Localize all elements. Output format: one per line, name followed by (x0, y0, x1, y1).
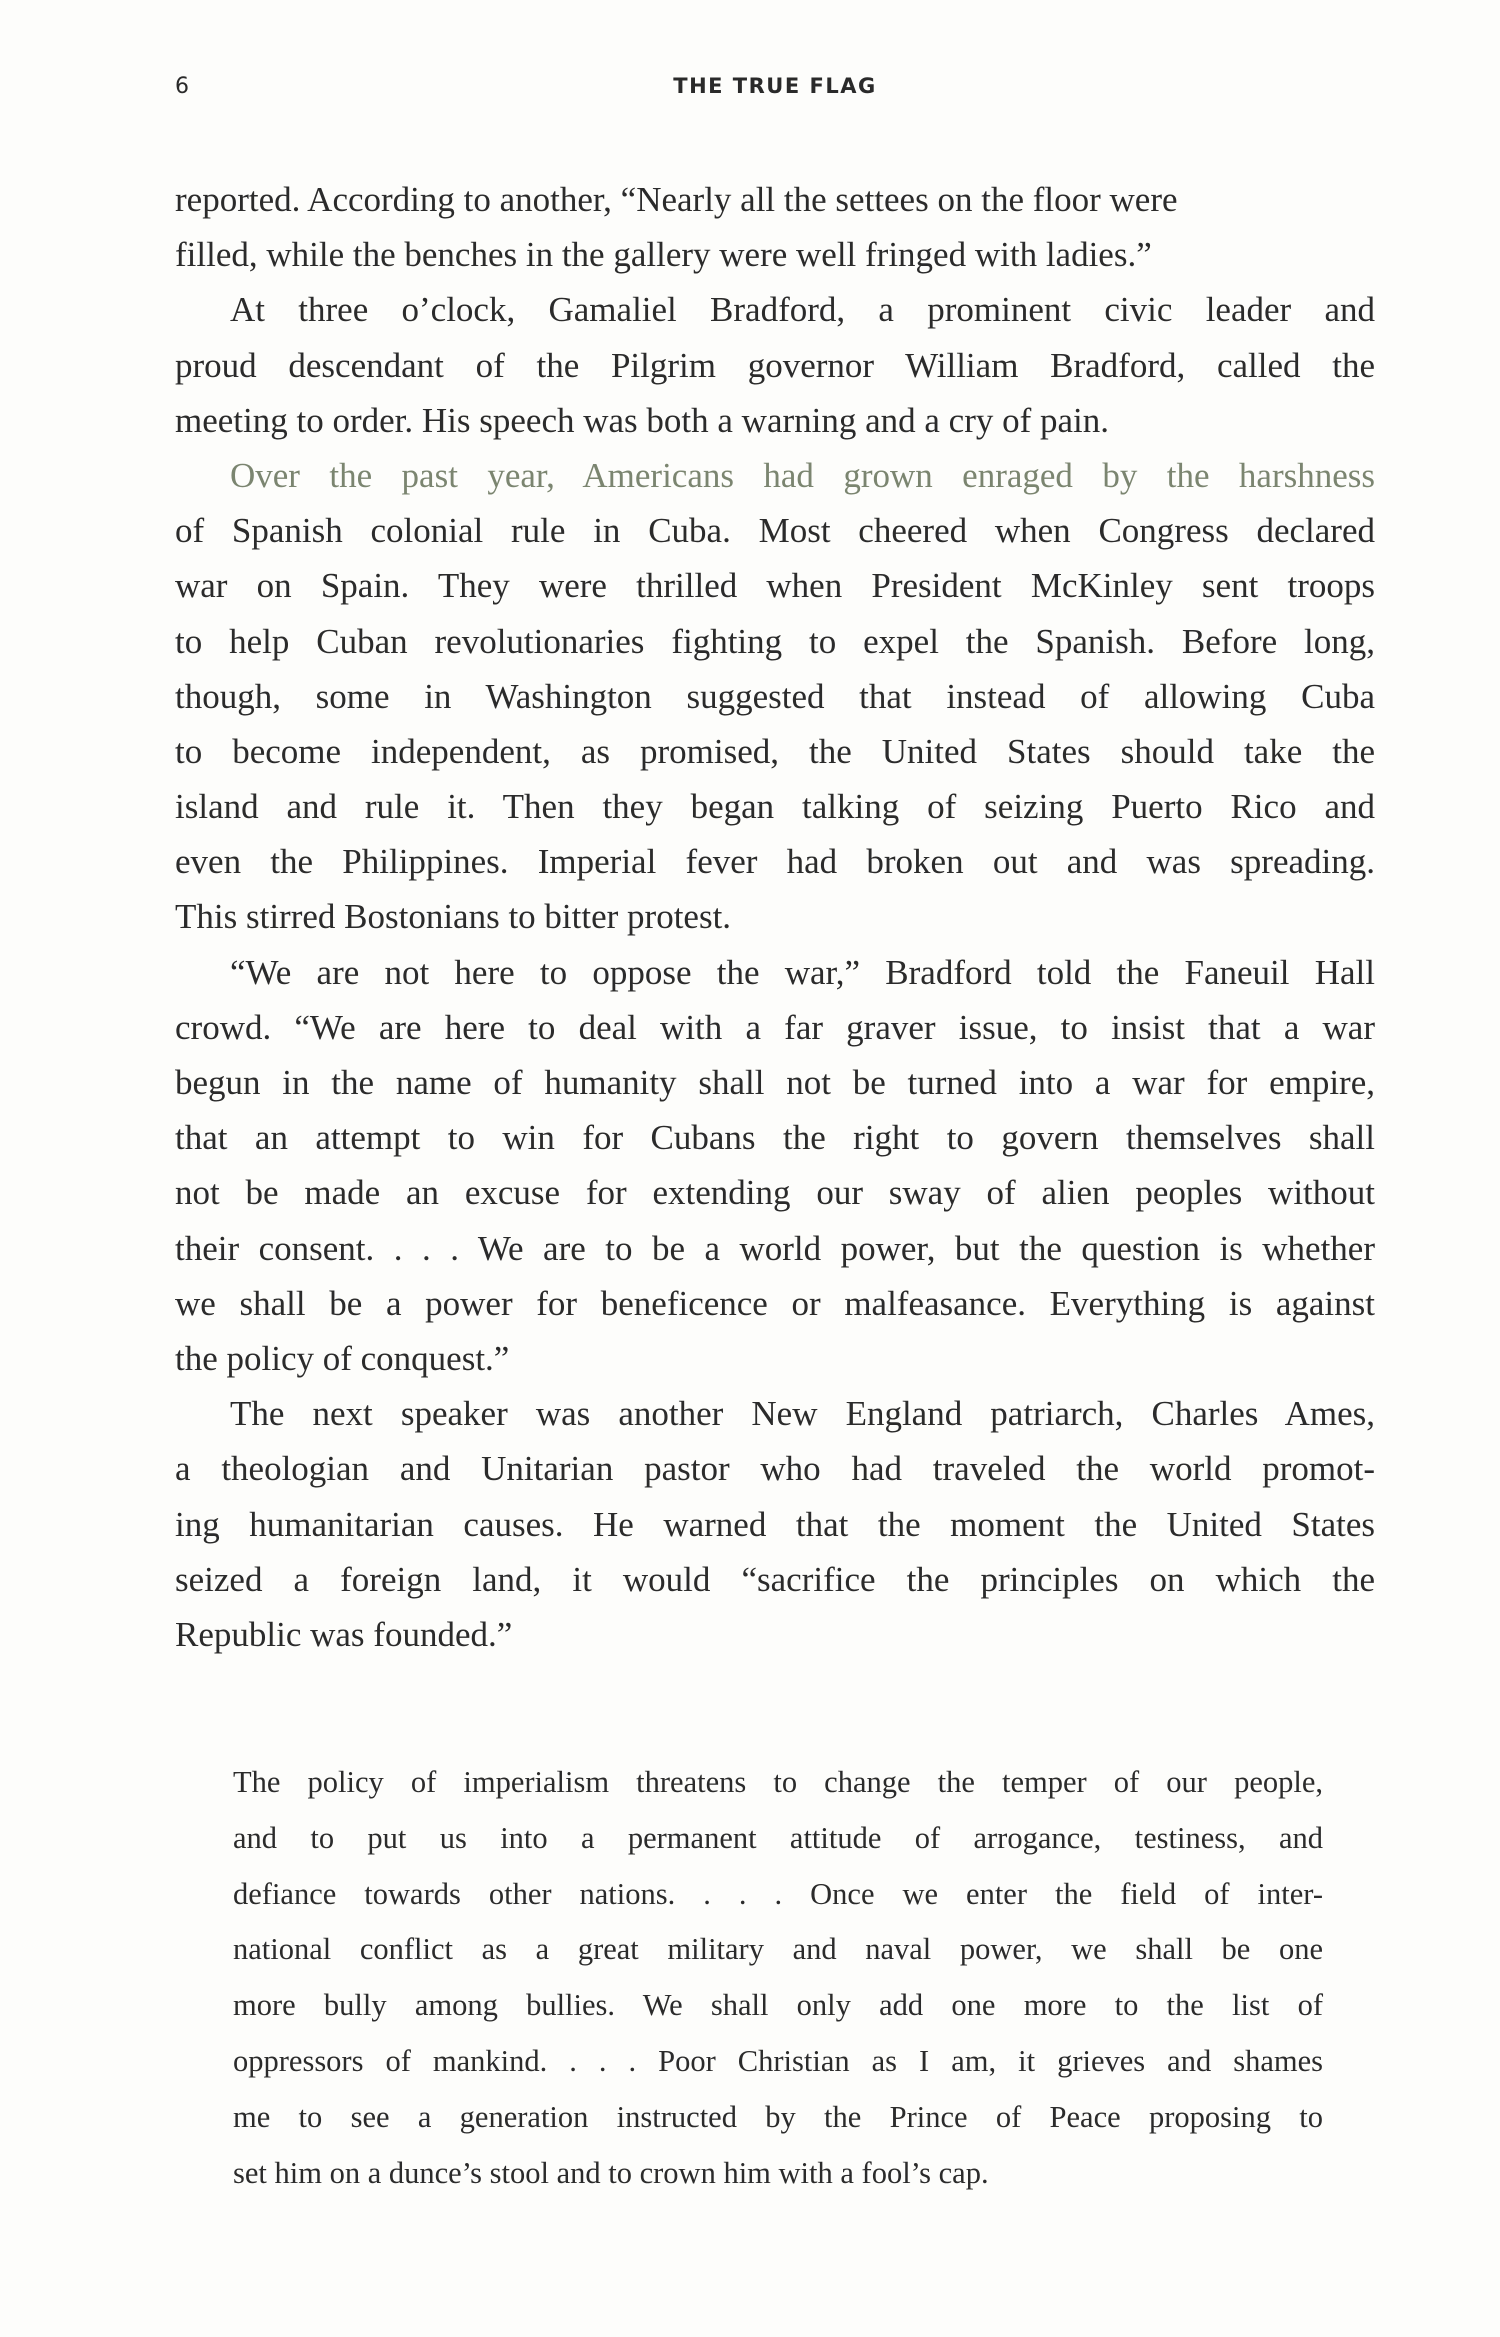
quote-line: oppressors of mankind. . . . Poor Christian as I am, it grieves and shames (233, 2043, 1323, 2078)
body-line: to help Cuban revolutionaries fighting to expel the Spanish. Before long, (175, 621, 1375, 661)
body-line: seized a foreign land, it would “sacrifice the principles on which the (175, 1559, 1375, 1599)
body-text (175, 172, 1375, 1662)
body-line: meeting to order. His speech was both a warning and a cry of pain. (175, 400, 1110, 440)
page-number: 6 (175, 74, 189, 99)
quote-line: The policy of imperialism threatens to change the temper of our people, (233, 1765, 1323, 1799)
body-line: of Spanish colonial rule in Cuba. Most cheered when Congress declared (175, 511, 1375, 551)
body-line: though, some in Washington suggested that instead of allowing Cuba (175, 676, 1375, 716)
quote-line: me to see a generation instructed by the Prince of Peace proposing to (233, 2099, 1323, 2134)
body-line: crowd. “We are here to deal with a far graver issue, to insist that a war (175, 1007, 1375, 1047)
body-line: “We are not here to oppose the war,” Bradford told the Faneuil Hall (230, 952, 1375, 992)
body-line: to become independent, as promised, the United States should take the (175, 731, 1375, 771)
quote-line: set him on a dunce’s stool and to crown him with a fool’s cap. (233, 2155, 989, 2190)
body-line: the policy of conquest.” (175, 1338, 510, 1378)
running-head (175, 74, 1375, 110)
body-line: ing humanitarian causes. He warned that the moment the United States (175, 1504, 1375, 1544)
body-line: not be made an excuse for extending our sway of alien peoples without (175, 1173, 1375, 1213)
body-line: island and rule it. Then they began talking of seizing Puerto Rico and (175, 787, 1375, 827)
body-line: their consent. . . . We are to be a world power, but the question is whether (175, 1228, 1375, 1268)
body-line: proud descendant of the Pilgrim governor William Bradford, called the (175, 345, 1375, 385)
quote-line: and to put us into a permanent attitude of arrogance, testiness, and (233, 1820, 1323, 1855)
quote-line: more bully among bullies. We shall only add one more to the list of (233, 1988, 1323, 2023)
body-line: reported. According to another, “Nearly all the settees on the floor were (175, 180, 1178, 219)
body-line: At three o’clock, Gamaliel Bradford, a prominent civic leader and (230, 290, 1375, 330)
body-line: a theologian and Unitarian pastor who had traveled the world promot- (175, 1449, 1375, 1489)
quote-line: defiance towards other nations. . . . Once we enter the field of inter- (233, 1876, 1323, 1911)
body-line: we shall be a power for beneficence or malfeasance. Everything is against (175, 1283, 1375, 1323)
body-line: Republic was founded.” (175, 1614, 513, 1654)
body-line: begun in the name of humanity shall not be turned into a war for empire, (175, 1063, 1375, 1102)
body-line: This stirred Bostonians to bitter protest. (175, 897, 732, 937)
body-line: that an attempt to win for Cubans the right to govern themselves shall (175, 1118, 1375, 1158)
quote-line: national conflict as a great military and naval power, we shall be one (233, 1932, 1323, 1967)
body-line: filled, while the benches in the gallery were well fringed with ladies.” (175, 235, 1152, 275)
block-quote (233, 1755, 1323, 2201)
body-line: war on Spain. They were thrilled when President McKinley sent troops (175, 566, 1375, 606)
body-line: Over the past year, Americans had grown enraged by the harshness (230, 455, 1375, 495)
body-line: even the Philippines. Imperial fever had broken out and was spreading. (175, 842, 1375, 882)
body-line: The next speaker was another New England patriarch, Charles Ames, (230, 1394, 1375, 1434)
running-head-title: THE TRUE FLAG (673, 74, 877, 98)
